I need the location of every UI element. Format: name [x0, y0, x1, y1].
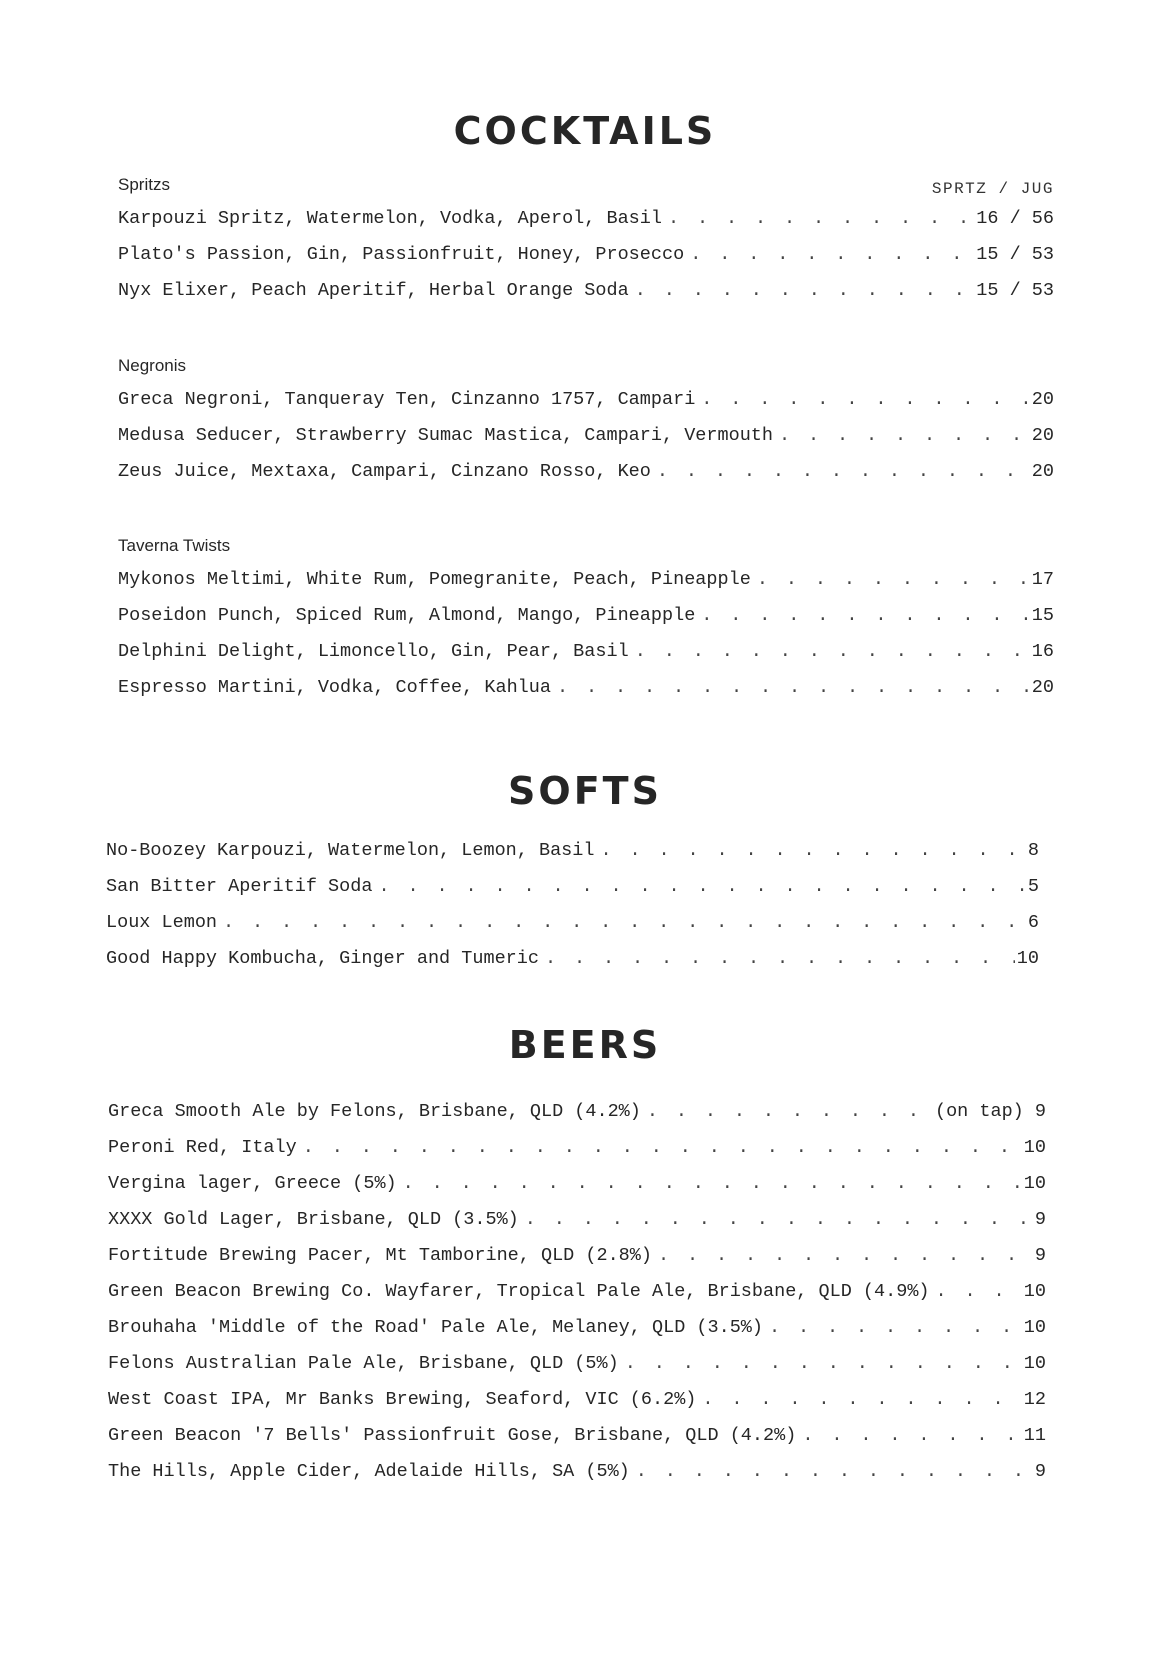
item-name: Plato's Passion, Gin, Passionfruit, Honey, Prosecco: [118, 244, 685, 265]
item-price: 20: [1031, 461, 1054, 482]
menu-item: [108, 1101, 1046, 1131]
dot-leader: [658, 1245, 1033, 1266]
menu-item: [106, 876, 1039, 906]
menu-item: [118, 605, 1054, 635]
dot-leader: [525, 1209, 1033, 1230]
item-price: 10: [1023, 1281, 1046, 1302]
dot-leader: [757, 569, 1030, 590]
item-price: 12: [1023, 1389, 1046, 1410]
item-price: 8: [1027, 840, 1039, 861]
menu-item: [108, 1425, 1046, 1455]
item-price: 10: [1023, 1137, 1046, 1158]
negronis-heading: Negronis: [118, 356, 187, 375]
dot-leader: [545, 948, 1015, 969]
spritzs-heading: Spritzs: [118, 175, 170, 194]
item-name: Fortitude Brewing Pacer, Mt Tamborine, QLD (2.8%): [108, 1245, 652, 1266]
item-price: 6: [1027, 912, 1039, 933]
beers-title: BEERS: [508, 1023, 662, 1067]
item-price: 15 / 53: [976, 244, 1054, 265]
item-price: 10: [1023, 1353, 1046, 1374]
item-name: Brouhaha 'Middle of the Road' Pale Ale, Melaney, QLD (3.5%): [108, 1317, 764, 1338]
menu-item: [108, 1353, 1046, 1383]
dot-leader: [625, 1353, 1022, 1374]
menu-item: [106, 948, 1039, 978]
menu-item: [106, 840, 1039, 870]
taverna-twists-heading: Taverna Twists: [118, 536, 231, 555]
dot-leader: [701, 605, 1029, 626]
item-name: Mykonos Meltimi, White Rum, Pomegranite, Peach, Pineapple: [118, 569, 751, 590]
menu-item: [118, 208, 1054, 238]
item-price: 15 / 53: [976, 280, 1054, 301]
dot-leader: [635, 280, 975, 301]
item-name: The Hills, Apple Cider, Adelaide Hills, SA (5%): [108, 1461, 630, 1482]
menu-item: [118, 677, 1054, 707]
item-price: 9: [1034, 1245, 1046, 1266]
item-name: Medusa Seducer, Strawberry Sumac Mastica, Campari, Vermouth: [118, 425, 774, 446]
dot-leader: [769, 1317, 1022, 1338]
menu-item: [106, 912, 1039, 942]
menu-item: [118, 244, 1054, 274]
menu-item: [108, 1461, 1046, 1491]
menu-item: [118, 280, 1054, 310]
menu-item: [108, 1317, 1046, 1347]
softs-title: SOFTS: [508, 769, 662, 813]
item-name: Greca Negroni, Tanqueray Ten, Cinzanno 1757, Campari: [118, 389, 696, 410]
dot-leader: [668, 208, 974, 229]
item-name: Karpouzi Spritz, Watermelon, Vodka, Aperol, Basil: [118, 208, 662, 229]
dot-leader: [600, 840, 1025, 861]
item-name: Felons Australian Pale Ale, Brisbane, QLD (5%): [108, 1353, 619, 1374]
item-name: Good Happy Kombucha, Ginger and Tumeric: [106, 948, 539, 969]
item-name: XXXX Gold Lager, Brisbane, QLD (3.5%): [108, 1209, 519, 1230]
item-price: 10: [1016, 948, 1039, 969]
dot-leader: [657, 461, 1030, 482]
item-price: 5: [1027, 876, 1039, 897]
dot-leader: [223, 912, 1026, 933]
menu-item: [108, 1209, 1046, 1239]
item-price: 16 / 56: [976, 208, 1054, 229]
item-price: 17: [1031, 569, 1054, 590]
menu-item: [108, 1245, 1046, 1275]
item-name: San Bitter Aperitif Soda: [106, 876, 373, 897]
dot-leader: [557, 677, 1030, 698]
item-name: West Coast IPA, Mr Banks Brewing, Seaford, VIC (6.2%): [108, 1389, 697, 1410]
dot-leader: [636, 1461, 1033, 1482]
cocktails-title: COCKTAILS: [453, 109, 717, 153]
menu-item: [108, 1137, 1046, 1167]
item-name: Greca Smooth Ale by Felons, Brisbane, QLD (4.2%): [108, 1101, 641, 1122]
item-name: Vergina lager, Greece (5%): [108, 1173, 397, 1194]
dot-leader: [403, 1173, 1022, 1194]
item-price: (on tap) 9: [934, 1101, 1046, 1122]
menu-item: [118, 641, 1054, 671]
dot-leader: [690, 244, 974, 265]
item-price: 20: [1031, 677, 1054, 698]
dot-leader: [701, 389, 1029, 410]
dot-leader: [702, 1389, 1021, 1410]
item-name: Green Beacon '7 Bells' Passionfruit Gose, Brisbane, QLD (4.2%): [108, 1425, 797, 1446]
item-name: Poseidon Punch, Spiced Rum, Almond, Mango, Pineapple: [118, 605, 696, 626]
item-price: 10: [1023, 1317, 1046, 1338]
menu-item: [118, 569, 1054, 599]
spritz-jug-column-header: SPRTZ / JUG: [931, 180, 1054, 198]
menu-item: [108, 1389, 1046, 1419]
item-price: 11: [1023, 1425, 1046, 1446]
dot-leader: [802, 1425, 1021, 1446]
dot-leader: [779, 425, 1030, 446]
dot-leader: [936, 1281, 1022, 1302]
menu-item: [118, 425, 1054, 455]
item-price: 9: [1034, 1461, 1046, 1482]
item-name: No-Boozey Karpouzi, Watermelon, Lemon, Basil: [106, 840, 595, 861]
menu-item: [108, 1173, 1046, 1203]
dot-leader: [378, 876, 1025, 897]
item-name: Peroni Red, Italy: [108, 1137, 297, 1158]
item-price: 15: [1031, 605, 1054, 626]
item-name: Green Beacon Brewing Co. Wayfarer, Tropical Pale Ale, Brisbane, QLD (4.9%): [108, 1281, 930, 1302]
item-price: 20: [1031, 425, 1054, 446]
item-price: 20: [1031, 389, 1054, 410]
item-name: Zeus Juice, Mextaxa, Campari, Cinzano Rosso, Keo: [118, 461, 651, 482]
item-name: Nyx Elixer, Peach Aperitif, Herbal Orange Soda: [118, 280, 629, 301]
item-price: 9: [1034, 1209, 1046, 1230]
item-name: Espresso Martini, Vodka, Coffee, Kahlua: [118, 677, 551, 698]
item-price: 10: [1023, 1173, 1046, 1194]
dot-leader: [635, 641, 1030, 662]
item-name: Delphini Delight, Limoncello, Gin, Pear, Basil: [118, 641, 629, 662]
dot-leader: [647, 1101, 933, 1122]
menu-item: [108, 1281, 1046, 1311]
menu-item: [118, 389, 1054, 419]
menu-item: [118, 461, 1054, 491]
item-price: 16: [1031, 641, 1054, 662]
item-name: Loux Lemon: [106, 912, 218, 933]
dot-leader: [303, 1137, 1022, 1158]
